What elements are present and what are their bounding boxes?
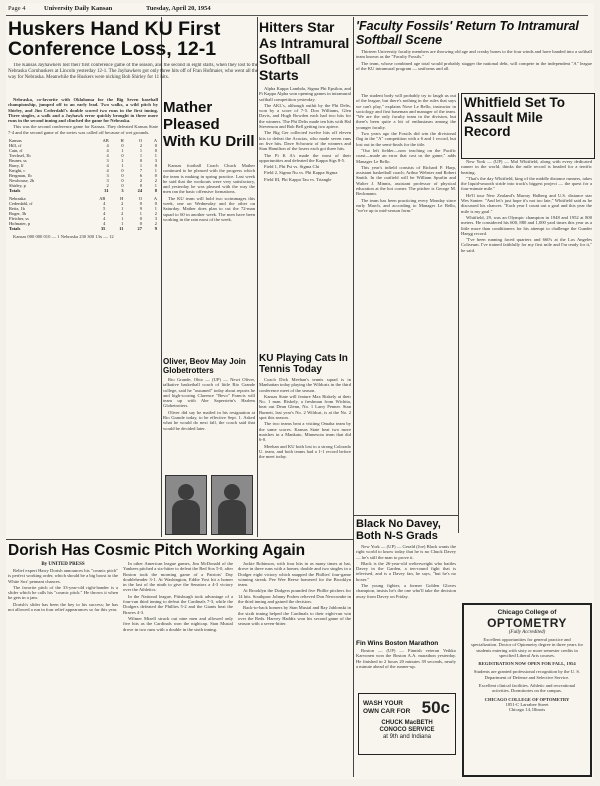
opt-body-2: Students are granted professional recognition by the U. S. Department of Defense and Selective Service. xyxy=(473,669,581,680)
box-score-cell: 0 xyxy=(154,148,157,154)
line-score: Kansas 000 000 010 — 1 Nebraska 230 300 13x — 12 xyxy=(13,234,114,240)
dorish-column-3 xyxy=(238,561,351,777)
paper-name: University Daily Kansan xyxy=(44,5,113,12)
mather-story xyxy=(163,163,255,353)
opt-address-1: CHICAGO COLLEGE OF OPTOMETRY xyxy=(484,696,570,702)
box-score-cell: 3 xyxy=(121,188,124,194)
box-score-row xyxy=(8,188,158,193)
box-score-cell: 0 xyxy=(139,216,142,222)
dorish-text-9: Back-to-back homers by Stan Musial and Ray Jablonski in the sixth inning helped the Cardinals to their eight-run win over the Reds. Harvey Haddix won his second game of the season with a seven-hitter. xyxy=(238,605,351,627)
whitfield-headline-box xyxy=(461,93,595,159)
box-score-cell: Totals xyxy=(9,188,21,194)
box-score-cell: 1 xyxy=(154,183,157,189)
box-score-row xyxy=(8,226,158,231)
box-score-cell: 1 xyxy=(121,158,124,164)
box-score-cell: 2 xyxy=(154,211,157,217)
box-score-cell: 6 xyxy=(139,173,143,179)
boston-headline: Fin Wins Boston Marathon xyxy=(356,640,439,647)
softball-text-1: Alpha Kappa Lambda, Sigma Phi Epsilon, and Pi Kappa Alpha won opening games in intramural softball competition yesterday. xyxy=(259,86,351,102)
box-score-cell: 1 xyxy=(139,153,143,159)
box-score-cell: 4 xyxy=(106,153,109,159)
dorish-text-4: In other American league games, Jim McDonald of the Yankees pitched a six-hitter to defeat the Red Sox 5-0, after Boston took the morning game of a Patriots' Day doubleheader 3-1. At Washington, Eddie Yost hit a homer in the last of the ninth to give the Senators a 4-3 victory over the Athletics. xyxy=(123,561,233,593)
box-score-cell: 5 xyxy=(103,206,106,212)
box-score-cell: 0 xyxy=(154,143,157,149)
huskers-story-headline-block xyxy=(8,19,258,61)
black-davey-headline: Black No Davey, Both N-S Grads xyxy=(356,518,441,542)
page-number: Page 4 xyxy=(8,5,26,12)
dorish-text-6: Wilmer Mizell struck out nine men and allowed only five hits as the Cardinals won the nightcap. Stan Musial drove in two runs with a double in the sixth inning. xyxy=(123,615,233,632)
photo-francis xyxy=(211,475,253,535)
box-score-cell: 9 xyxy=(139,206,142,212)
kansas-box-score: Kansas AB H O A Hill, cf 4 0 2 0 Cain, rf 4 1 1 0 Trechsel, 3b 4 0 1 1 Bruner, ss 3 1 0 3 Barry, lf 4 1 1 0 Knight, c 4 0 7 1 Bergman, 1b 3 0 6 0 Newhouse, 2b 3 0 2 2 Shirley, p 2 0 0 1 Totals 31 3 24 8 xyxy=(9,138,157,194)
box-score-cell: 0 xyxy=(121,153,124,159)
dorish-text-1: Relief expert Harry Dorish announces his "cosmic pitch" is perfect working order, which should be a big boost to the White Sox' pennant chances. xyxy=(8,568,118,584)
box-score-cell: 0 xyxy=(139,201,142,207)
box-score-cell: 1 xyxy=(121,221,124,227)
box-score-cell: 27 xyxy=(137,226,142,232)
box-score-cell: 11 xyxy=(119,226,124,232)
box-score-cell: 0 xyxy=(121,178,124,184)
tennis-text-4: Meehan and KU both lost to a strong Colorado U. team, and both teams had a 1-1 record before the meet today. xyxy=(259,443,351,460)
fossils-text-4: Two years ago the Fossils did win the divisional flag in the "A" competition with a 6 and 1 record, but lost out in the semi-finals for the title. xyxy=(356,131,456,147)
box-score-cell: 4 xyxy=(103,211,106,217)
fossils-text-3: The student body will probably try to laugh us out of the league, but there's nothing in the rules that says we can't play," explains Nove Le Bello, instructor in sociology and first baseman and manager of the team. "We are the only faculty team in the division, but there's been quite a bit of enthusiasm among the younger faculty. xyxy=(356,93,456,130)
oliver-text-2: Oliver did say he mailed in his resignation at Rio Grande today, to be effective Sept. 1. Asked what he would do next fall, the coach said that would be decided later. xyxy=(163,409,255,431)
mather-headline: Mather Pleased With KU Drill xyxy=(163,99,255,150)
box-score-cell: 0 xyxy=(121,183,124,189)
optometry-ad xyxy=(462,603,592,777)
box-score-cell: Bruner, ss xyxy=(9,158,27,164)
conoco-price: 50c xyxy=(421,698,450,717)
box-title-2: Nebraska xyxy=(9,196,26,202)
black-davey-story xyxy=(356,518,456,638)
box-score-cell: 4 xyxy=(106,168,109,174)
dorish-byline: By UNITED PRESS xyxy=(41,562,85,567)
box-score-cell: 2 xyxy=(139,178,143,184)
box-score-cell: 1 xyxy=(154,153,157,159)
softball-text-4: The Pi K A's made the most of their opportunities and defeated the Kappa Sigs 8-5. xyxy=(259,152,351,163)
box-score-cell: 7 xyxy=(139,168,143,174)
box-score-cell: 4 xyxy=(106,143,109,149)
box-score-cell: 4 xyxy=(103,221,106,227)
fossils-text-6: This year's infield consists of Richard P. Harp, assistant basketball coach; Arthur Webster and Robert Smith. In the outfield will be William Spurlin and Walter J. Minnis, assistant professor of physical education at the hot corner. The pitcher is George M. Beckmann. xyxy=(356,164,456,197)
box-score-cell: 0 xyxy=(121,168,124,174)
box-score-cell: 8 xyxy=(154,188,157,194)
dorish-column-2 xyxy=(123,561,233,777)
tennis-story xyxy=(259,353,351,537)
black-davey-text-2: Black is the 26-year-old welterweight who battles Davey in the Garden, a ten-round fight that is televised, and is a Davey fan, he says, "but he's no boxer." xyxy=(356,560,456,582)
box-score-cell: 31 xyxy=(104,188,109,194)
box-score-cell: 1 xyxy=(121,216,124,222)
box-score-cell: 1 xyxy=(121,148,124,154)
box-score-cell: 0 xyxy=(139,158,143,164)
box-score-cell: 0 xyxy=(121,143,124,149)
dorish-text-2: The favorite pitch of the 33-year-old right-hander is a slider which he calls his "cosmic pitch." He throws it when he gets in a jam. xyxy=(8,584,118,601)
dorish-text-3: Dorish's slider has been the key to his success; he has not allowed a run in four relief appearances so far this year. xyxy=(8,601,118,613)
box-score-cell: 0 xyxy=(139,183,143,189)
huskers-text-3: This was the second conference game for Kansas. They defeated Kansas State 7-4 and the second game of the series was called off because of wet grounds. xyxy=(8,124,158,135)
conoco-line-3: CHUCK MacBETH xyxy=(381,720,433,726)
whitfield-text-3: He'll tour New Zealand's Murray Halberg and U.S. distance star Wes Santee. "And let's just hope it's not too late," Whitfield said as he discussed his chances. "Each year I count out a goal and this year the mile is my goal." xyxy=(461,192,592,214)
conoco-line-2: OWN CAR FOR xyxy=(363,708,411,715)
box-score-cell: Shirley, p xyxy=(9,183,26,189)
softball-headline: Hitters Star As Intramural Softball Starts xyxy=(259,19,350,83)
box-score-cell: 2 xyxy=(121,211,124,217)
whitfield-story xyxy=(461,159,592,539)
masthead xyxy=(6,3,588,16)
black-davey-text-3: The young fighter, a former Golden Gloves champion, insists he's the one who'll take the decision away from Davey on Friday. xyxy=(356,583,456,599)
dorish-column-1 xyxy=(8,561,118,777)
whitfield-text-2: "That's the day Whitfield, king of the middle distance runners, takes the liquid-smooth stride into track's biggest project — the quest for a four-minute mile." xyxy=(461,175,592,192)
box-score-cell: 3 xyxy=(106,178,109,184)
box-score-cell: 2 xyxy=(121,201,124,207)
box-score-cell: 1 xyxy=(139,148,143,154)
whitfield-text-5: "I've been running faced quarters and 660's at the Los Angeles Coliseum. I've trained faithfully for my first mile and I'm ready for it," he said. xyxy=(461,237,592,253)
oliver-headline: Oliver, Beov May Join Globetrotters xyxy=(163,357,246,375)
box-score-cell: 2 xyxy=(139,143,143,149)
softball-schedule-2: Field 2, Sigma Nu vs. Phi Kappa Sigma xyxy=(264,170,338,176)
box-score-cell: 24 xyxy=(137,188,143,194)
fossils-headline: 'Faculty Fossils' Return To Intramural Softball Scene xyxy=(356,19,579,47)
huskers-text-2: Nebraska, co-favorite with Oklahoma for the Big Seven baseball championship, jumped off to an early lead. Two walks, a wild pitch by Shirley, and Jim Cederdahl's double scored two runs in the first inning. Three singles, a walk and a Jayhawk error quickly brought in three more runs in the second inning and clinched the game for Nebraska. xyxy=(8,97,158,124)
box-score-cell: 0 xyxy=(154,163,157,169)
box-score-cell: 0 xyxy=(154,173,157,179)
opt-registration: REGISTRATION NOW OPEN FOR FALL, 1954 xyxy=(478,661,576,667)
box-score-cell: Totals xyxy=(9,226,21,232)
box-score-cell: 1 xyxy=(121,206,124,212)
oliver-story xyxy=(163,357,255,537)
box-score-cell: 4 xyxy=(103,216,106,222)
box-score-cell: Hill, cf xyxy=(9,143,22,149)
black-davey-text-1: New York — (UP) — Gerald (Joe) Black wants the right world to know today that he is no Chuck Davey — he's still the man to prove it. xyxy=(356,544,456,560)
box-score-cell: 4 xyxy=(106,163,109,169)
box-score-cell: Newhouse, 2b xyxy=(9,178,35,184)
box-score-cell: Boger, 3b xyxy=(9,211,27,217)
mather-text-2: The KU team will hold two scrimmages this week, one on Wednesday and the other on Saturday. Mather does plan to cut the 72-man squad to 60 in another week. The men have been working in the rain most of the week. xyxy=(163,195,255,222)
mather-text-1: Kansas football Coach Chuck Mather continued to be pleased with the progress which the team is making in spring practice. Last week he said that the workouts were very satisfactory, and yesterday he was pleased with the way the men ran the basic offensive formations. xyxy=(163,163,255,195)
box-score-cell: 1 xyxy=(121,163,124,169)
box-score-cell: 1 xyxy=(139,211,142,217)
tennis-text-2: Kansas State will feature Max Riskely at their No. 1 man. Riskely, a freshman from Wichita, beat out Dean Glenn, No. 1 Larry Penner. Stan Burnett, last year's No. 2 Wildcat, is at the No. 2 spot this season. xyxy=(259,393,351,421)
box-score-cell: 2 xyxy=(106,183,109,189)
box-score-cell: Bergman, 1b xyxy=(9,173,32,179)
opt-title-1: Chicago College of xyxy=(497,609,557,616)
conoco-line-1: WASH YOUR xyxy=(363,700,403,707)
box-score-cell: Cederdahl, cf xyxy=(9,201,33,207)
box-score-cell: Barry, lf xyxy=(9,163,24,169)
box-score-cell: Knight, c xyxy=(9,168,26,174)
dorish-headline-block xyxy=(8,542,352,560)
box-score-cell: 35 xyxy=(100,226,106,232)
box-score-cell: Fletcher, ss xyxy=(9,216,29,222)
softball-text-3: The Big Ger collected twelve hits off eleven hits to defeat the Acacias, who made seven runs on five hits. Dave Schwartz of the winners and Stan Hamilton of the losers each got three hits. xyxy=(259,130,351,152)
fossils-lead xyxy=(356,49,592,91)
box-score-cell: Reitz, 1b xyxy=(9,206,25,212)
box-score-cell: 1 xyxy=(154,206,157,212)
box-score-cell: 1 xyxy=(139,163,143,169)
conoco-line-4: CONOCO SERVICE xyxy=(379,727,435,733)
softball-schedule-1: Field 1, Phi Psi vs. Sigma Chi xyxy=(264,164,320,170)
oliver-text-1: Rio Grande, Ohio — (UP) — Newt Oliver, talkative basketball coach of little Rio Grande college, said he "assumed" today about reports he and high-scoring Clarence "Bevo" Francis will team up with Abe Saperstein's Harlem Globetrotters. xyxy=(163,377,255,409)
opt-sub: (Fully Accredited) xyxy=(508,630,546,635)
conoco-ad xyxy=(358,693,456,755)
issue-date: Tuesday, April 20, 1954 xyxy=(146,5,211,12)
conoco-line-5: at 9th and Indiana xyxy=(382,734,432,740)
box-score-cell: 0 xyxy=(139,221,142,227)
box-score-cell: 2 xyxy=(154,178,157,184)
opt-body-3: Excellent clinical facilities. Athletic and recreational activities. Dormitories on the campus. xyxy=(478,683,576,694)
opt-address-2: 1851-C Larrabee Street xyxy=(505,701,549,707)
box-score-cell: Trechsel, 3b xyxy=(9,153,31,159)
fossils-column xyxy=(356,93,456,513)
whitfield-text-4: Whitfield, 29, was an Olympic champion in 1948 and 1952 at 800 meters. He considered his 600, 880 and 1,000 yard times this year as a little more than conditioners for his attempt to challenge the Gunder Haegg record. xyxy=(461,214,592,236)
box-score-cell: 3 xyxy=(106,173,109,179)
fossils-text-2: The team, whose combined age total would probably stagger the national debt, will compete in the independent "A" league of the KU intramural program — uniforms and all. xyxy=(356,60,592,71)
boston-text: Boston — (UP) — Finnish veteran Veikko Karvonen won the Boston A.A. marathon yesterday. He finished in 2 hours 20 minutes 39 seconds, nearly a minute ahead of the runner-up. xyxy=(356,648,456,669)
fossils-text-5: "Our left fielder—now teaching on the Pacific coast—made an error that cost us the game," adds Manager Le Bello. xyxy=(356,147,456,164)
box-score-cell: 9 xyxy=(154,226,157,232)
dorish-text-8: At Brooklyn the Dodgers pounded five Phillie pitchers for 14 hits. Southpaw Johnny Podres relieved Don Newcombe in the third inning and gained the decision. xyxy=(238,588,351,605)
tennis-headline: KU Playing Cats In Tennis Today xyxy=(259,353,348,375)
opt-address-3: Chicago 14, Illinois xyxy=(508,707,546,713)
box-score-cell: 1 xyxy=(154,168,157,174)
box-score-cell: Hofmaier, p xyxy=(9,221,31,227)
photo-oliver xyxy=(165,475,207,535)
huskers-headline: Huskers Hand KU First Conference Loss, 12-1 xyxy=(8,19,221,60)
box-score-cell: Cain, rf xyxy=(9,148,23,154)
box-score-cell: 3 xyxy=(154,216,157,222)
box-score-cell: 0 xyxy=(154,201,157,207)
newspaper-page xyxy=(6,3,594,779)
softball-schedule-3: Field III, Phi Kappa Tau vs. Triangle xyxy=(264,176,332,182)
fossils-text-7: The team has been practicing every Monday since early March, and according to Manager Le Bello, "we're up to mid-season form." xyxy=(356,197,456,214)
whitfield-text-1: New York — (UP) — Mal Whitfield, along with every dedicated runner in the world, thinks the mile record is headed for a terrific beating. xyxy=(461,159,592,175)
box-score-cell: 4 xyxy=(106,148,109,154)
box-score-cell: 3 xyxy=(106,158,109,164)
tennis-text-1: Coach Dick Meehan's tennis squad is in Manhattan today playing the Wildcats in the third conference meet of the season. xyxy=(259,377,351,393)
box-score-cell: 2 xyxy=(154,221,157,227)
fossils-text-1: Thirteen University faculty members are throwing old age and creaky bones to the four winds and have banded into a softball team known as the "Faculty Fossils." xyxy=(356,49,592,60)
dorish-text-5: In the National league, Pittsburgh took advantage of a four-run third inning to defeat the Cardinals 7-3, while the Dodgers defeated the Phillies 5-2 and the Giants beat the Braves 4-3. xyxy=(123,593,233,615)
boston-story xyxy=(356,640,456,690)
opt-title-2: OPTOMETRY xyxy=(487,616,567,630)
dorish-text-7: Jackie Robinson, with four hits in as many times at bat, drove in three runs with a homer, double and two singles in a Dodger eight victory which snapped the Phillies' four-game winning streak. Pee Wee Reese homered for the Brooklyn team. xyxy=(238,561,351,588)
box-score-cell: 3 xyxy=(154,158,157,164)
box-score-cell: 4 xyxy=(103,201,106,207)
box-score-cell: 0 xyxy=(121,173,124,179)
nebraska-box-score: Nebraska AB H O A Cederdahl, cf 4 2 0 0 Reitz, 1b 5 1 9 1 Boger, 3b 4 2 1 2 Fletcher, ss 4 1 0 3 Hofmaier, p 4 1 0 2 Totals 35 11 27 9 xyxy=(9,196,157,232)
tennis-text-3: The two teams beat a visiting Omaha team by the same scores. Kansas State beat two more matches in a Mankato, Minnesota team that did 6-0. xyxy=(259,421,351,443)
opt-body: Excellent opportunities for general practice and specialization. Doctor of Optometry degree in three years for students entering with sixty or more semester credits in specified Liberal Arts courses. xyxy=(470,637,584,658)
huskers-column xyxy=(8,97,158,537)
huskers-lead-text: The Kansas Jayhawkers lost their first conference game of the season, and the second in eight starts, when they lost to the Nebraska Cornhuskers at Lincoln yesterday 12-1. The Jayhawkers got only three hits off of Fran Hofmaier, who went all the way for Nebraska. Meanwhile the Huskers were nicking Bob Shirley for 11 hits. xyxy=(8,63,258,80)
dorish-headline: Dorish Has Cosmic Pitch Working Again xyxy=(8,542,306,559)
box-title: Kansas xyxy=(9,138,22,144)
softball-text-2: The AKL's, although outhit by the Phi Delts, won by a score of 7-5. Don Williams, Glen Davis, and Hugh Bowden each had two hits for the winners. The Phi Delts made ten hits with Hal Stevenson and Bob Bell getting two apiece. xyxy=(259,102,351,130)
softball-story xyxy=(259,19,351,381)
whitfield-headline: Whitfield Set To Assault Mile Record xyxy=(464,95,565,139)
huskers-lead xyxy=(8,63,258,95)
